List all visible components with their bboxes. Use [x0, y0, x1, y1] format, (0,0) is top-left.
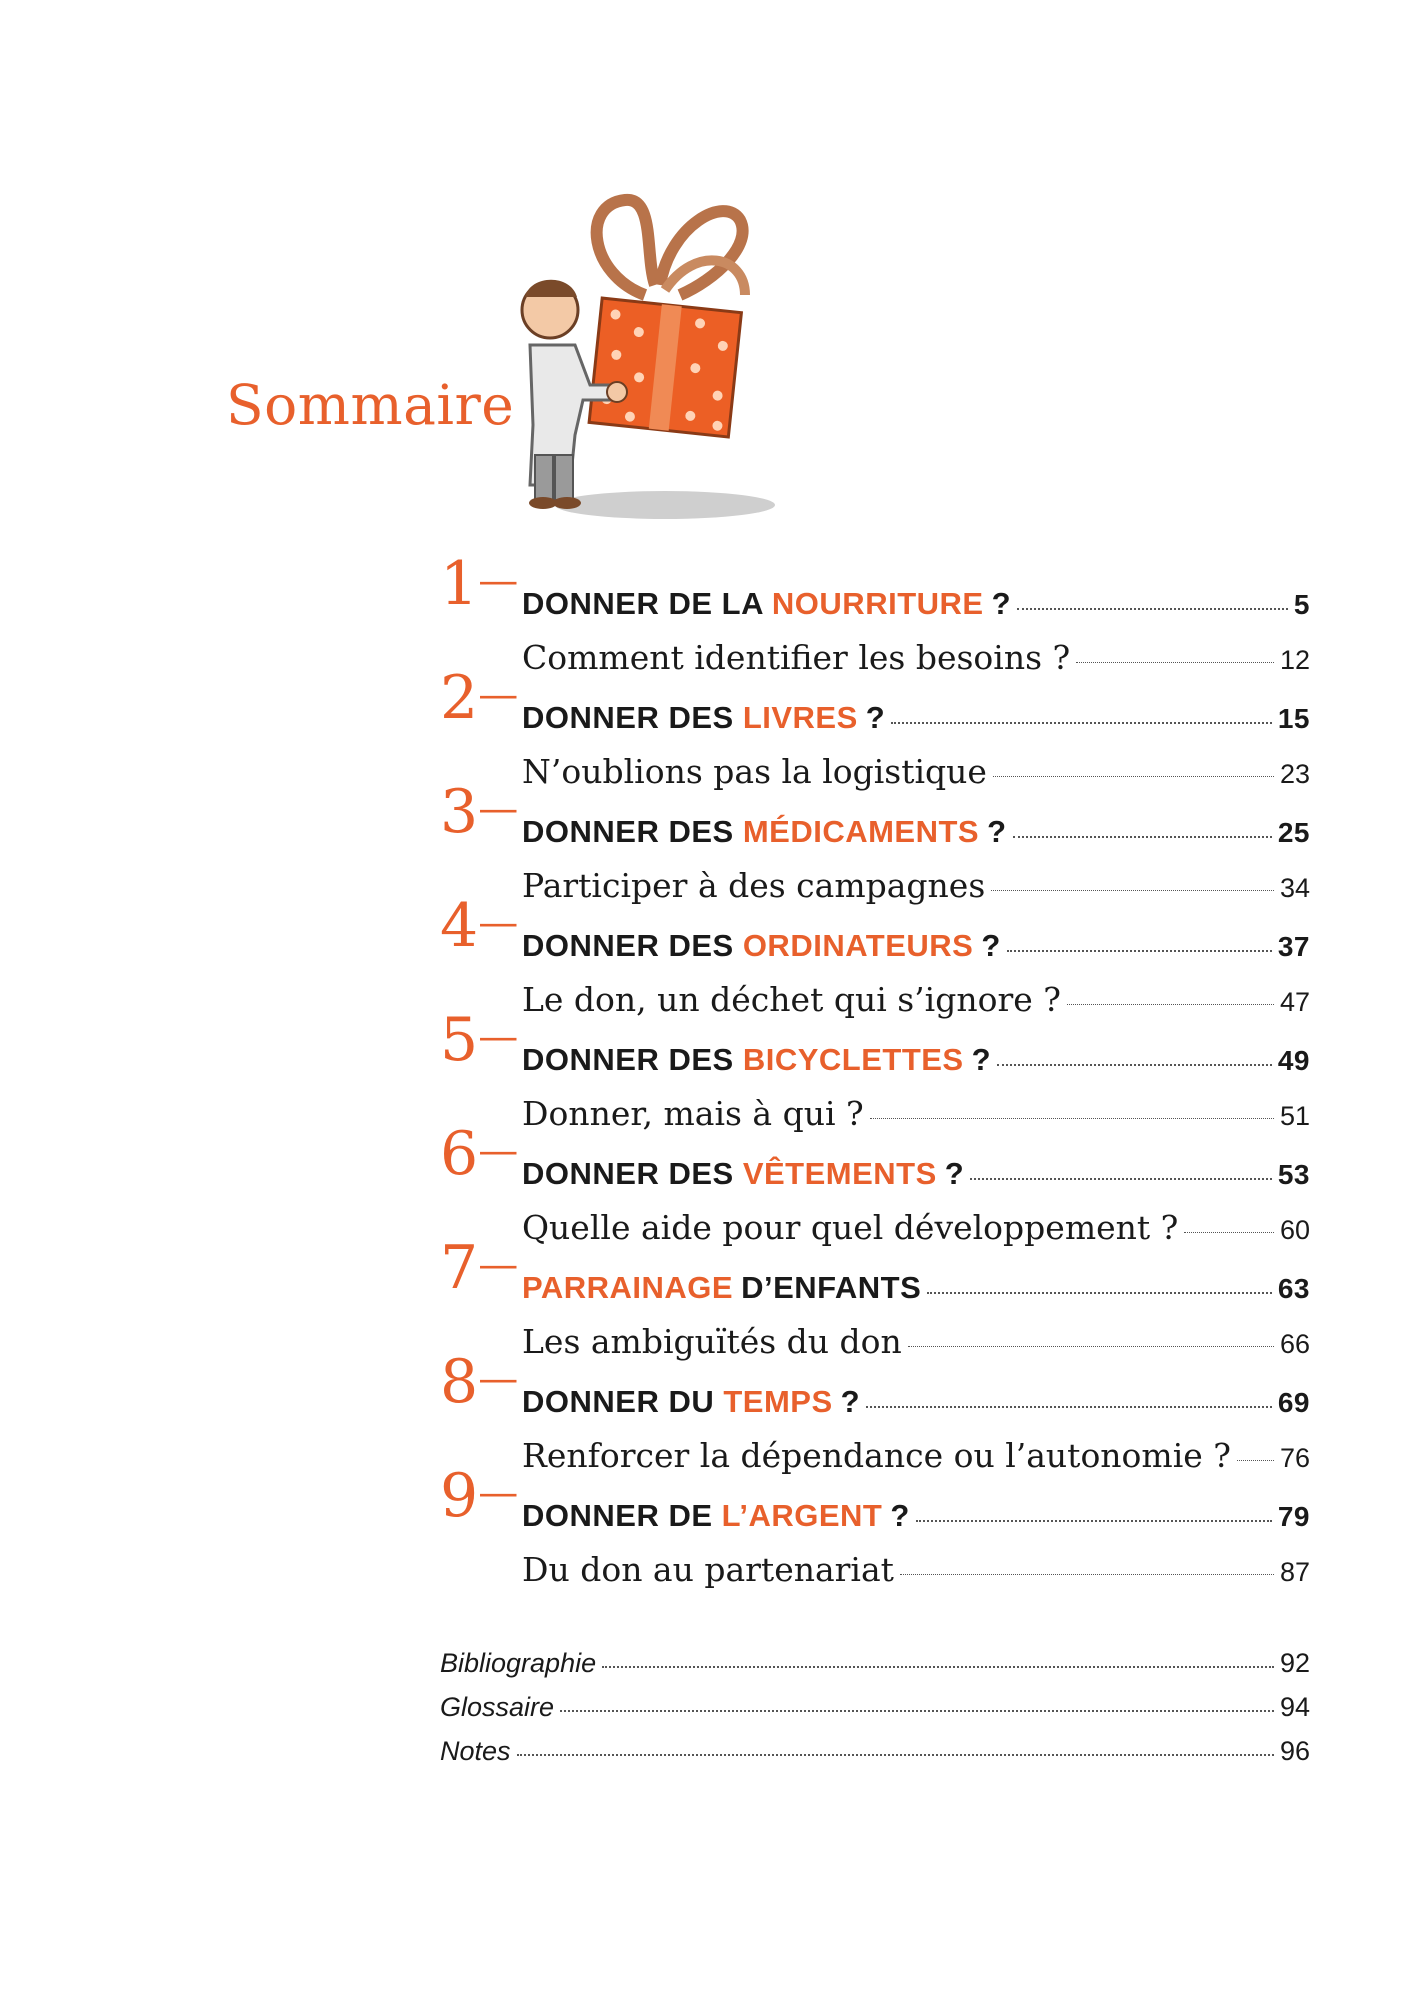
annex-row[interactable]: [440, 1692, 1310, 1736]
subsection-title: Quelle aide pour quel développement ?: [522, 1208, 1179, 1247]
subsection-row[interactable]: [522, 1094, 1310, 1133]
subsection-row[interactable]: [522, 1208, 1310, 1247]
dot-leader: [1184, 1232, 1274, 1233]
chapter-entry: [440, 1461, 1310, 1589]
chapter-page-number: 5: [1293, 589, 1310, 620]
annex-label: Bibliographie: [440, 1648, 597, 1678]
subsection-page-number: 87: [1279, 1557, 1310, 1587]
gift-illustration: [495, 185, 795, 525]
dot-leader: [870, 1118, 1274, 1119]
subsection-page-number: 47: [1279, 987, 1310, 1017]
subsection-page-number: 23: [1279, 759, 1310, 789]
chapter-title-row[interactable]: [522, 814, 1310, 850]
subsection-title: Donner, mais à qui ?: [522, 1094, 864, 1133]
dot-leader: [927, 1292, 1272, 1294]
annex-page-number: 96: [1279, 1736, 1310, 1766]
chapter-title: DONNER DES VÊTEMENTS ?: [522, 1156, 965, 1191]
dot-leader: [997, 1064, 1272, 1066]
dot-leader: [908, 1346, 1274, 1347]
table-of-contents: [440, 549, 1310, 1589]
chapter-page-number: 63: [1277, 1273, 1310, 1304]
annex-page-number: 94: [1279, 1692, 1310, 1722]
annex-list: [440, 1648, 1310, 1780]
subsection-page-number: 51: [1279, 1101, 1310, 1131]
chapter-title: DONNER DES LIVRES ?: [522, 700, 886, 735]
chapter-number: 7—: [440, 1233, 517, 1303]
dot-leader: [1067, 1004, 1274, 1005]
chapter-page-number: 15: [1277, 703, 1310, 734]
chapter-entry: [440, 1347, 1310, 1475]
dot-leader: [991, 890, 1274, 891]
chapter-title-row[interactable]: [522, 1498, 1310, 1534]
chapter-title-row[interactable]: [522, 928, 1310, 964]
chapter-title-row[interactable]: [522, 586, 1310, 622]
chapter-number: 8—: [440, 1347, 517, 1417]
dot-leader: [891, 722, 1272, 724]
chapter-entry: [440, 1233, 1310, 1361]
chapter-number: 9—: [440, 1461, 517, 1531]
subsection-row[interactable]: [522, 1322, 1310, 1361]
chapter-title: DONNER DE L’ARGENT ?: [522, 1498, 910, 1533]
chapter-number: 3—: [440, 777, 517, 847]
subsection-title: Les ambiguïtés du don: [522, 1322, 902, 1361]
chapter-page-number: 37: [1277, 931, 1310, 962]
chapter-number: 5—: [440, 1005, 517, 1075]
subsection-title: Renforcer la dépendance ou l’autonomie ?: [522, 1436, 1231, 1475]
subsection-title: Du don au partenariat: [522, 1550, 894, 1589]
subsection-page-number: 76: [1279, 1443, 1310, 1473]
subsection-row[interactable]: [522, 752, 1310, 791]
subsection-page-number: 60: [1279, 1215, 1310, 1245]
dot-leader: [1017, 608, 1288, 610]
chapter-title-row[interactable]: [522, 1384, 1310, 1420]
subsection-row[interactable]: [522, 980, 1310, 1019]
subsection-title: Participer à des campagnes: [522, 866, 986, 905]
chapter-page-number: 25: [1277, 817, 1310, 848]
subsection-title: N’oublions pas la logistique: [522, 752, 987, 791]
dot-leader: [1237, 1460, 1274, 1461]
chapter-entry: [440, 549, 1310, 677]
subsection-title: Comment identifier les besoins ?: [522, 638, 1071, 677]
dot-leader: [900, 1574, 1274, 1575]
annex-row[interactable]: [440, 1736, 1310, 1780]
dot-leader: [1007, 950, 1272, 952]
annex-row[interactable]: [440, 1648, 1310, 1692]
chapter-number: 4—: [440, 891, 517, 961]
dot-leader: [517, 1754, 1274, 1756]
chapter-title: DONNER DES BICYCLETTES ?: [522, 1042, 992, 1077]
dot-leader: [970, 1178, 1272, 1180]
subsection-page-number: 12: [1279, 645, 1310, 675]
chapter-entry: [440, 1005, 1310, 1133]
subsection-row[interactable]: [522, 638, 1310, 677]
chapter-title: DONNER DU TEMPS ?: [522, 1384, 861, 1419]
annex-page-number: 92: [1279, 1648, 1310, 1678]
subsection-title: Le don, un déchet qui s’ignore ?: [522, 980, 1061, 1019]
chapter-title-row[interactable]: [522, 700, 1310, 736]
chapter-title-row[interactable]: [522, 1270, 1310, 1306]
chapter-entry: [440, 777, 1310, 905]
chapter-number: 2—: [440, 663, 517, 733]
chapter-page-number: 53: [1277, 1159, 1310, 1190]
subsection-row[interactable]: [522, 1550, 1310, 1589]
chapter-page-number: 49: [1277, 1045, 1310, 1076]
subsection-page-number: 34: [1279, 873, 1310, 903]
annex-label: Notes: [440, 1736, 511, 1766]
chapter-title: DONNER DES MÉDICAMENTS ?: [522, 814, 1007, 849]
dot-leader: [866, 1406, 1272, 1408]
chapter-title: DONNER DES ORDINATEURS ?: [522, 928, 1001, 963]
chapter-entry: [440, 663, 1310, 791]
dot-leader: [560, 1710, 1274, 1712]
chapter-number: 6—: [440, 1119, 517, 1189]
chapter-page-number: 69: [1277, 1387, 1310, 1418]
subsection-row[interactable]: [522, 866, 1310, 905]
dot-leader: [1076, 662, 1274, 663]
chapter-title-row[interactable]: [522, 1156, 1310, 1192]
chapter-title-row[interactable]: [522, 1042, 1310, 1078]
dot-leader: [1013, 836, 1272, 838]
chapter-title: DONNER DE LA NOURRITURE ?: [522, 586, 1012, 621]
dot-leader: [602, 1666, 1274, 1668]
annex-label: Glossaire: [440, 1692, 555, 1722]
subsection-page-number: 66: [1279, 1329, 1310, 1359]
page-title: Sommaire: [226, 373, 515, 437]
subsection-row[interactable]: [522, 1436, 1310, 1475]
chapter-page-number: 79: [1277, 1501, 1310, 1532]
chapter-number: 1—: [440, 549, 517, 619]
chapter-entry: [440, 1119, 1310, 1247]
chapter-entry: [440, 891, 1310, 1019]
dot-leader: [993, 776, 1274, 777]
chapter-title: PARRAINAGE D’ENFANTS: [522, 1270, 922, 1305]
dot-leader: [916, 1520, 1272, 1522]
